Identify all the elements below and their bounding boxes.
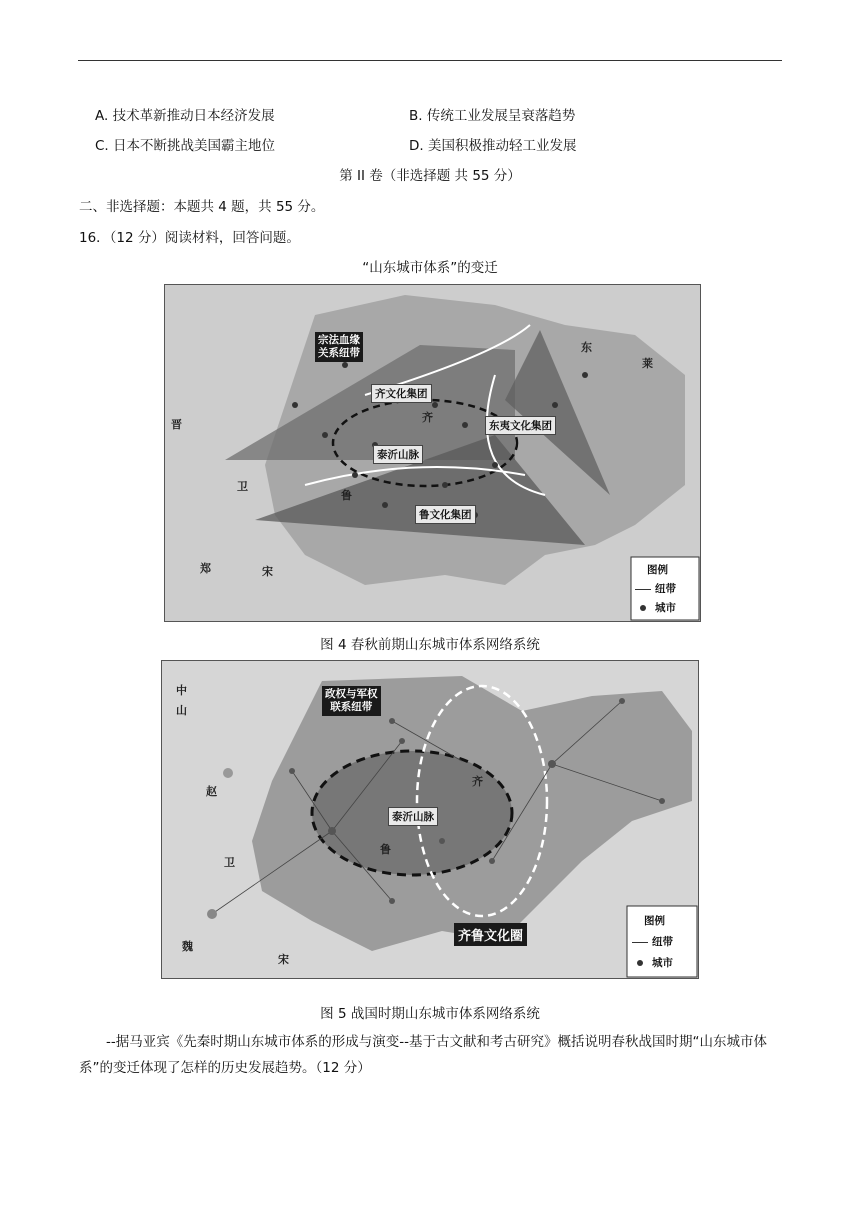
source-and-question: --据马亚宾《先秦时期山东城市体系的形成与演变--基于古文献和考古研究》概括说明春秋战国时期“山东城市体系”的变迁体现了怎样的历史发展趋势。（12 分）	[79, 1034, 767, 1076]
option-b[interactable]: B. 传统工业发展呈衰落趋势	[409, 108, 576, 124]
legend-title: 图例	[647, 564, 668, 576]
label-jin: 晋	[171, 418, 182, 431]
section-title: 二、非选择题：本题共 4 题，共 55 分。	[79, 199, 325, 215]
figure-4-caption: 图 4 春秋前期山东城市体系网络系统	[320, 637, 540, 653]
figure-title: “山东城市体系”的变迁	[362, 260, 498, 276]
legend-ribbon: 纽带	[655, 583, 676, 595]
ribbon-line-icon	[635, 589, 651, 590]
label-taiyi2: 泰沂山脉	[388, 807, 438, 826]
legend-ribbon-row	[635, 580, 676, 599]
top-rule	[78, 60, 782, 61]
legend-city-row	[635, 599, 676, 618]
label-qi2: 齐	[472, 775, 483, 788]
option-a[interactable]: A. 技术革新推动日本经济发展	[95, 108, 275, 124]
part2-heading: 第 II 卷（非选择题 共 55 分）	[339, 168, 521, 184]
label-lai: 莱	[642, 357, 653, 370]
label-qi-group: 齐文化集团	[371, 384, 432, 403]
city-dot-icon	[637, 960, 643, 966]
label-zongfa: 宗法血缘 关系纽带	[315, 332, 363, 362]
legend2-ribbon: 纽带	[652, 936, 673, 948]
map2-legend	[632, 911, 673, 974]
option-d[interactable]: D. 美国积极推动轻工业发展	[409, 138, 577, 154]
label-dong: 东	[581, 341, 592, 354]
label-wei-state: 卫	[224, 856, 235, 869]
label-qi: 齐	[422, 411, 433, 424]
city-dot-icon	[640, 605, 646, 611]
label-qilu: 齐鲁文化圈	[454, 923, 527, 946]
label-zhongshan: 中 山	[176, 684, 187, 717]
map1-graphic	[165, 285, 700, 621]
legend-city: 城市	[655, 602, 676, 614]
figure-5-caption: 图 5 战国时期山东城市体系网络系统	[320, 1006, 540, 1022]
map-spring-autumn	[164, 284, 701, 622]
label-lu: 鲁	[341, 489, 352, 502]
label-dongyi: 东夷文化集团	[485, 416, 556, 435]
label-zhao: 赵	[206, 785, 217, 798]
label-wei-big: 魏	[182, 940, 193, 953]
label-taiyi: 泰沂山脉	[373, 445, 423, 464]
label-zheng: 郑	[200, 562, 211, 575]
label-lu-group: 鲁文化集团	[415, 505, 476, 524]
label-zhengquan: 政权与军权 联系纽带	[322, 686, 381, 716]
label-lu2: 鲁	[380, 843, 391, 856]
label-wei: 卫	[237, 480, 248, 493]
map1-legend	[635, 561, 676, 618]
label-song2: 宋	[278, 953, 289, 966]
legend2-title: 图例	[644, 915, 665, 927]
question-16: 16．（12 分）阅读材料，回答问题。	[79, 230, 300, 246]
map-warring-states	[161, 660, 699, 979]
legend2-city-row	[632, 953, 673, 974]
option-c[interactable]: C. 日本不断挑战美国霸主地位	[95, 138, 276, 154]
label-song: 宋	[262, 565, 273, 578]
legend2-ribbon-row	[632, 932, 673, 953]
ribbon-line-icon	[632, 942, 648, 943]
legend2-city: 城市	[652, 957, 673, 969]
